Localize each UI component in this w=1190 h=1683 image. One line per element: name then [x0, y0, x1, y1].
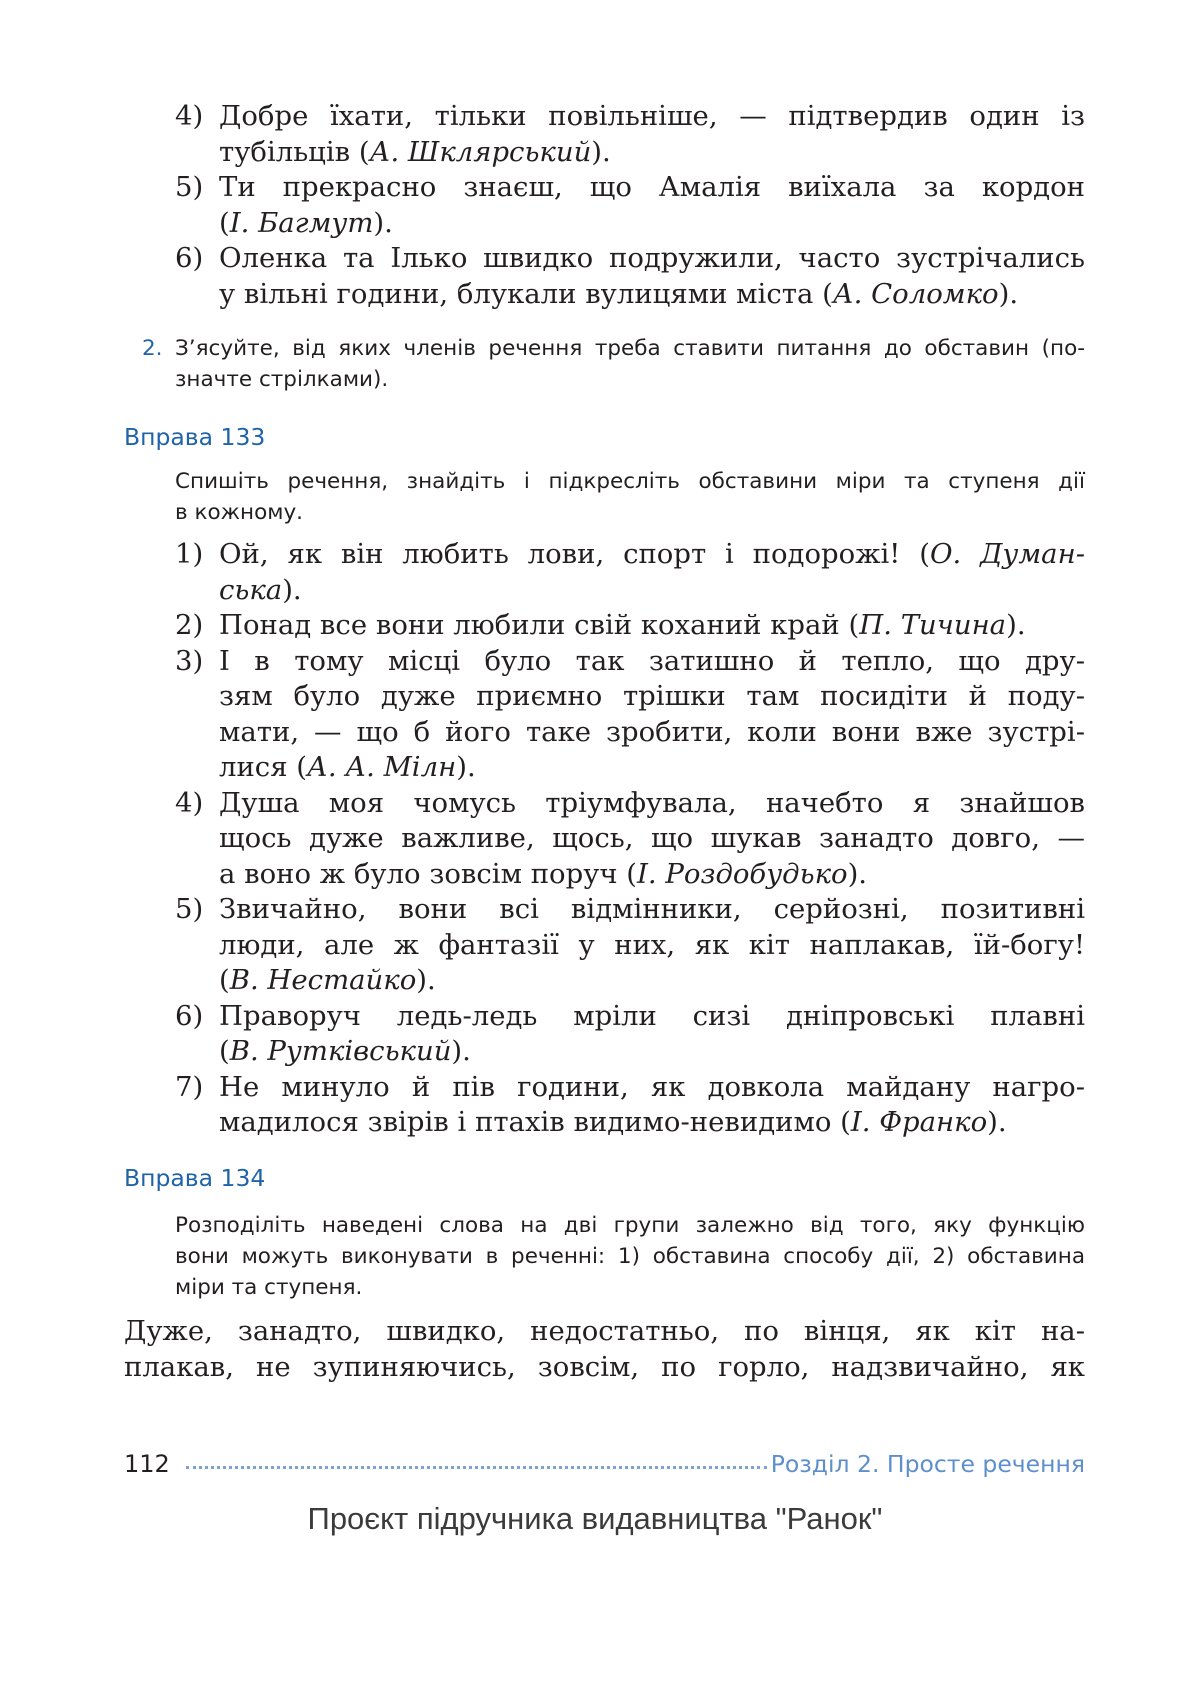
list-item [175, 99, 1085, 170]
item-line: а воно ж було зовсім поруч (І. Роздобудько). [219, 857, 868, 890]
list-item [175, 170, 1085, 241]
item-line: І в тому місці було так затишно й тепло, що дру- [219, 644, 1085, 677]
item-number: 5) [175, 171, 204, 203]
author-name: А. А. Мілн [307, 751, 457, 783]
item-line: Понад все вони любили свій коханий край (П. Тичина). [219, 609, 1026, 641]
item-line: (І. Багмут). [219, 206, 393, 239]
task-instruction: З’ясуйте, від яких членів речення треба ставити питання до обставин (по- значте стрілками). [175, 336, 1085, 392]
item-line: тубільців (А. Шклярський). [219, 135, 611, 168]
project-watermark: Проєкт підручника видавництва "Ранок" [307, 1501, 883, 1536]
item-line: Оленка та Ілько швидко подружили, часто зустрічались [219, 242, 1085, 274]
item-line: мадилося звірів і птахів видимо-невидимо (І. Франко). [219, 1106, 1007, 1138]
item-line: Звичайно, вони всі відмінники, серйозні, позитивні [219, 893, 1085, 925]
author-name: І. Роздобудько [637, 857, 848, 890]
item-line: Ой, як він любить лови, спорт і подорожі! (О. Думан- [219, 538, 1085, 570]
section-title: Розділ 2. Просте речення [770, 1450, 1085, 1478]
author-name: І. Франко [850, 1106, 988, 1138]
item-number: 1) [175, 538, 204, 570]
list-item [175, 537, 1085, 608]
item-line: зям було дуже приємно трішки там посидіти й поду- [219, 680, 1085, 712]
exercise-133-list [175, 537, 1085, 1141]
list-item [175, 608, 1085, 644]
item-line: Добре їхати, тільки повільніше, — підтвердив один із [219, 100, 1085, 132]
list-item [175, 1070, 1085, 1141]
author-name: В. Рутківський [229, 1035, 452, 1067]
list-item [175, 644, 1085, 786]
item-number: 3) [175, 644, 204, 677]
item-line: люди, але ж фантазії у них, як кіт наплакав, їй-богу! [219, 928, 1085, 961]
list-item [175, 241, 1085, 312]
exercise-instruction: Розподіліть наведені слова на дві групи залежно від того, яку функцію вони можуть виконувати в реченні: 1) обставина способу дії, 2) обставина міри та ступеня. [175, 1213, 1085, 1300]
list-item [175, 999, 1085, 1070]
page-footer [124, 1449, 1085, 1479]
author-name: А. Соломко [832, 277, 999, 310]
item-number: 4) [175, 100, 204, 132]
word-list-paragraph: Дуже, занадто, швидко, недостатньо, по вінця, як кіт на- плакав, не зупиняючись, зовсім, по горло, надзвичайно, як [124, 1315, 1085, 1383]
author-name: І. Багмут [229, 206, 374, 239]
item-number: 6) [175, 999, 204, 1032]
item-line: щось дуже важливе, щось, що шукав занадто довго, — [219, 822, 1085, 854]
list-item [175, 892, 1085, 999]
item-line: Душа моя чомусь тріумфувала, начебто я знайшов [219, 786, 1085, 819]
item-line: Не минуло й пів години, як довкола майдану нагро- [219, 1070, 1085, 1103]
task-number: 2. [142, 336, 163, 361]
item-line: (В. Нестайко). [219, 964, 436, 996]
author-name: П. Тичина [859, 609, 1007, 641]
exercise-heading: Вправа 133 [124, 423, 266, 451]
exercise-list-continued [175, 99, 1085, 312]
item-line: мати, — що б його таке зробити, коли вони вже зустрі- [219, 715, 1085, 748]
item-number: 4) [175, 786, 204, 819]
page-number: 112 [124, 1450, 170, 1478]
item-line: Ти прекрасно знаєш, що Амалія виїхала за кордон [219, 171, 1085, 203]
author-name: О. Думан- [929, 538, 1085, 570]
item-number: 2) [175, 609, 204, 641]
item-line: ська). [219, 573, 302, 606]
item-line: у вільні години, блукали вулицями міста (А. Соломко). [219, 277, 1019, 310]
item-line: (В. Рутківський). [219, 1035, 471, 1067]
item-line: лися (А. А. Мілн). [219, 751, 476, 783]
item-line: Праворуч ледь-ледь мріли сизі дніпровські плавні [219, 999, 1085, 1032]
exercise-instruction: Спишіть речення, знайдіть і підкресліть обставини міри та ступеня дії в кожному. [175, 469, 1085, 525]
item-number: 5) [175, 893, 204, 925]
exercise-heading: Вправа 134 [124, 1164, 266, 1192]
item-number: 7) [175, 1070, 204, 1103]
author-name: ська [219, 573, 283, 606]
list-item [175, 786, 1085, 893]
item-number: 6) [175, 242, 204, 274]
dotted-leader [186, 1466, 767, 1469]
author-name: В. Нестайко [229, 964, 417, 996]
author-name: А. Шклярський [369, 135, 592, 168]
